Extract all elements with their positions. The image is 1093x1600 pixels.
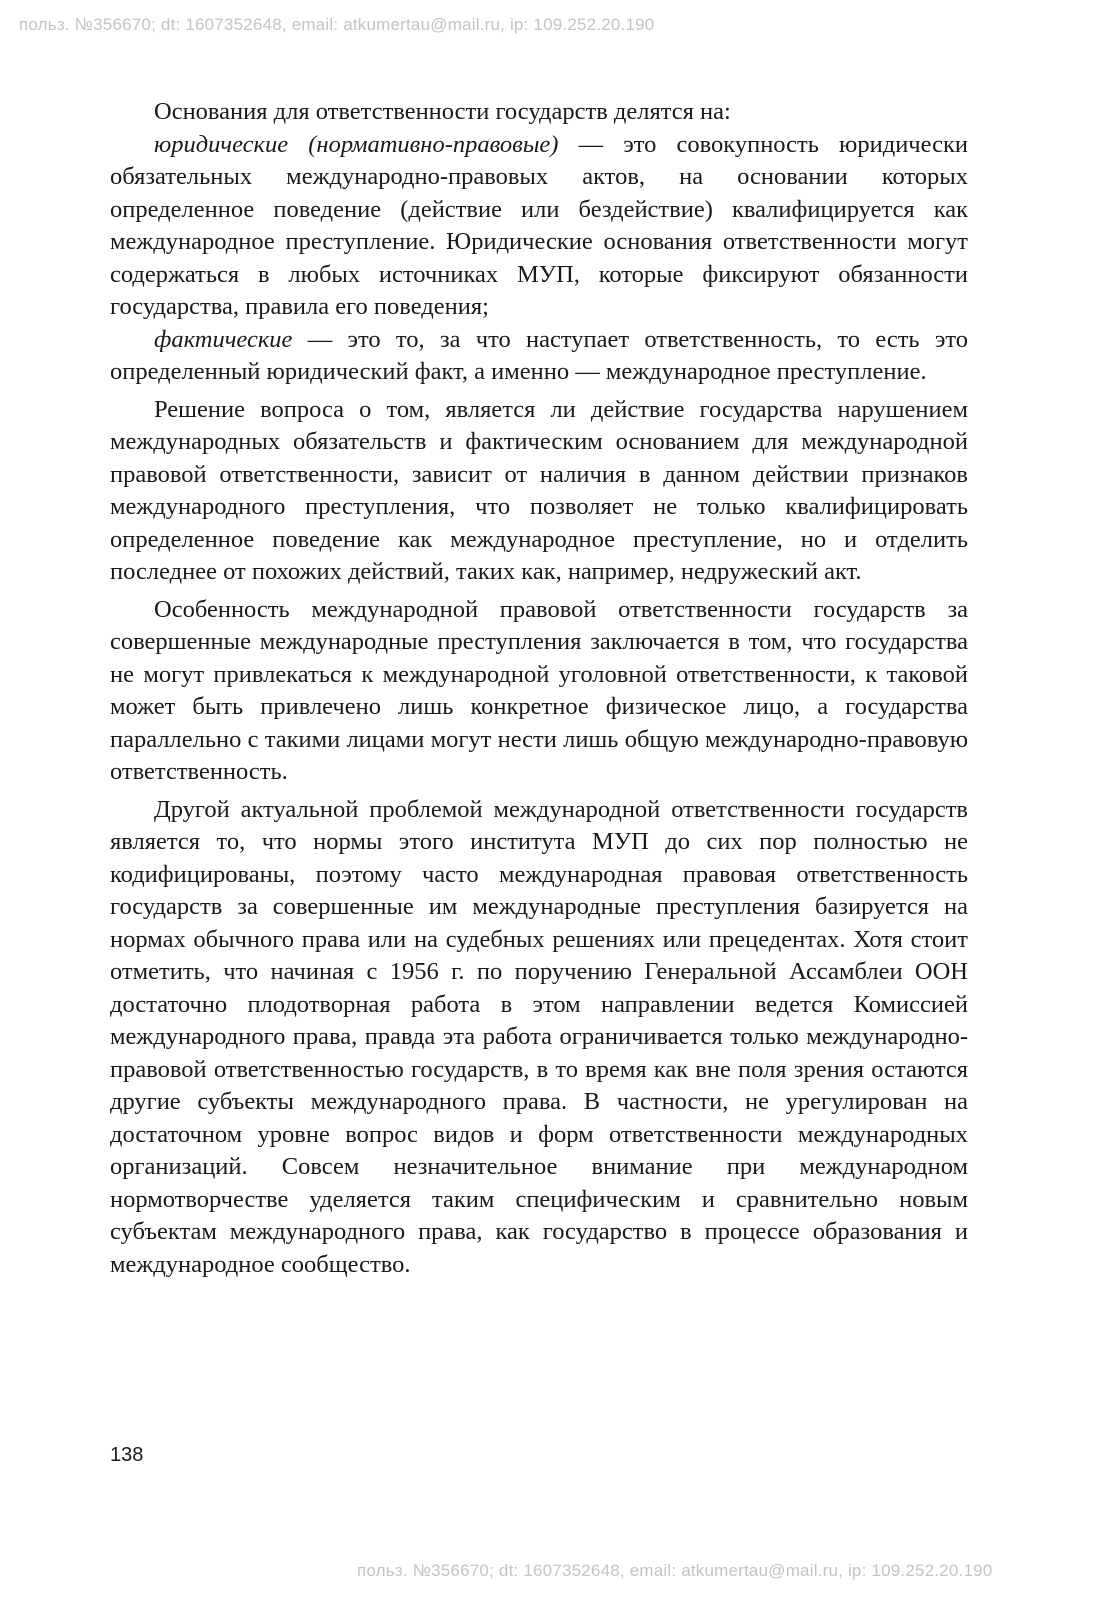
- term-legal: юридические (нормативно-правовые): [154, 130, 559, 158]
- paragraph-text: Основания для ответственности государств делятся на:: [154, 98, 731, 125]
- paragraph-text: — это то, за что наступает ответственность, то есть это определенный юридический факт, а именно — международное преступление.: [110, 325, 968, 385]
- paragraph-text: Решение вопроса о том, является ли действие государства нарушением международных обязательств и фактическим основанием для международной правовой ответственности, зависит от наличия в данном действии признаков международного преступления, что позволяет не только квалифицировать определенное поведение как международное преступление, но и отделить последнее от похожих действий, таких как, например, недружеский акт.: [110, 395, 968, 585]
- paragraph-text: — это совокупность юридически обязательных международно-правовых актов, на основании которых определенное поведение (действие или бездействие) квалифицируется как международное преступление. Юридические основания ответственности могут содержаться в любых источниках МУП, которые фиксируют обязанности государства, правила его поведения;: [110, 130, 968, 320]
- paragraph-decision: [110, 394, 968, 589]
- paragraph-peculiarity: [110, 594, 968, 789]
- watermark-top: польз. №356670; dt: 1607352648, email: atkumertau@mail.ru, ip: 109.252.20.190: [19, 15, 655, 34]
- paragraph-legal-grounds: [110, 129, 968, 324]
- paragraph-factual-grounds: [110, 324, 968, 389]
- paragraph-codification: [110, 794, 968, 1282]
- term-factual: фактические: [154, 325, 293, 353]
- watermark-bottom: польз. №356670; dt: 1607352648, email: atkumertau@mail.ru, ip: 109.252.20.190: [357, 1561, 993, 1580]
- page-number: 138: [110, 1444, 144, 1466]
- paragraph-text: Особенность международной правовой ответственности государств за совершенные международные преступления заключается в том, что государства не могут привлекаться к международной уголовной ответственности, к таковой может быть привлечено лишь конкретное физическое лицо, а государства параллельно с такими лицами могут нести лишь общую международно-правовую ответственность.: [110, 595, 968, 785]
- page-body: [110, 96, 968, 1281]
- paragraph-text: Другой актуальной проблемой международной ответственности государств является то, что нормы этого института МУП до сих пор полностью не кодифицированы, поэтому часто международная правовая ответственность государств за совершенные им международные преступления базируется на нормах обычного права или на судебных решениях или прецедентах. Хотя стоит отметить, что начиная с 1956 г. по поручению Генеральной Ассамблеи ООН достаточно плодотворная работа в этом направлении ведется Комиссией международного права, правда эта работа ограничивается только международно-правовой ответственностью государств, в то время как вне поля зрения остаются другие субъекты международного права. В частности, не урегулирован на достаточном уровне вопрос видов и форм ответственности международных организаций. Совсем незначительное внимание при международном нормотворчестве уделяется таким специфическим и сравнительно новым субъектам международного права, как государство в процессе образования и международное сообщество.: [110, 795, 968, 1278]
- paragraph-intro: [110, 96, 968, 129]
